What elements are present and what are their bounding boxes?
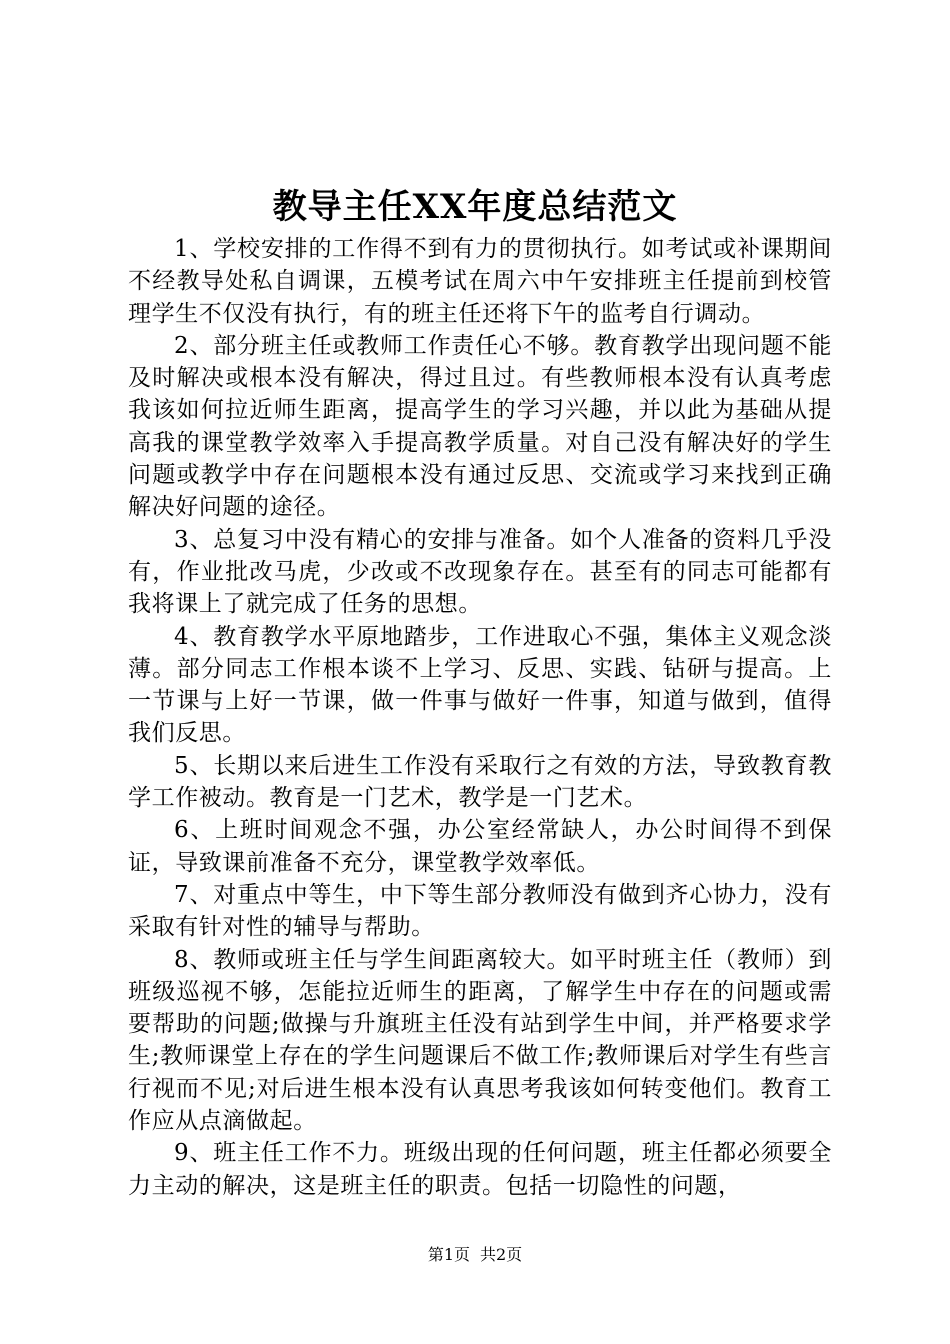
page-total: 共2页 [480, 1245, 523, 1264]
page-number: 第1页 [427, 1245, 470, 1264]
paragraph-1: 1、学校安排的工作得不到有力的贯彻执行。如考试或补课期间不经教导处私自调课，五模考试在周六中午安排班主任提前到校管理学生不仅没有执行，有的班主任还将下午的监考自行调动。 [128, 236, 832, 327]
paragraph-6: 6、上班时间观念不强，办公室经常缺人，办公时间得不到保证，导致课前准备不充分，课堂教学效率低。 [128, 817, 832, 876]
paragraph-7: 7、对重点中等生，中下等生部分教师没有做到齐心协力，没有采取有针对性的辅导与帮助。 [128, 881, 832, 941]
paragraph-2: 2、部分班主任或教师工作责任心不够。教育教学出现问题不能及时解决或根本没有解决，得过且过。有些教师根本没有认真考虑我该如何拉近师生距离，提高学生的学习兴趣，并以此为基础从提高我的课堂教学效率入手提高教学质量。对自己没有解决好的学生问题或教学中存在问题根本没有通过反思、交流或学习来找到正确解决好问题的途径。 [128, 332, 832, 521]
page-footer [0, 1244, 950, 1266]
paragraph-9: 9、班主任工作不力。班级出现的任何问题，班主任都必须要全力主动的解决，这是班主任的职责。包括一切隐性的问题， [128, 1140, 832, 1199]
paragraph-4: 4、教育教学水平原地踏步，工作进取心不强，集体主义观念淡薄。部分同志工作根本谈不上学习、反思、实践、钻研与提高。上一节课与上好一节课，做一件事与做好一件事，知道与做到，值得我们反思。 [128, 623, 832, 747]
paragraph-5: 5、长期以来后进生工作没有采取行之有效的方法，导致教育教学工作被动。教育是一门艺术，教学是一门艺术。 [128, 752, 832, 812]
paragraph-8: 8、教师或班主任与学生间距离较大。如平时班主任（教师）到班级巡视不够，怎能拉近师生的距离，了解学生中存在的问题或需要帮助的问题;做操与升旗班主任没有站到学生中间，并严格要求学生;教师课堂上存在的学生问题课后不做工作;教师课后对学生有些言行视而不见;对后进生根本没有认真思考我该如何转变他们。教育工作应从点滴做起。 [128, 946, 832, 1135]
paragraph-3: 3、总复习中没有精心的安排与准备。如个人准备的资料几乎没有，作业批改马虎，少改或不改现象存在。甚至有的同志可能都有我将课上了就完成了任务的思想。 [128, 526, 832, 618]
document-title: 教导主任XX年度总结范文 [272, 187, 678, 227]
document-body [128, 233, 832, 1202]
